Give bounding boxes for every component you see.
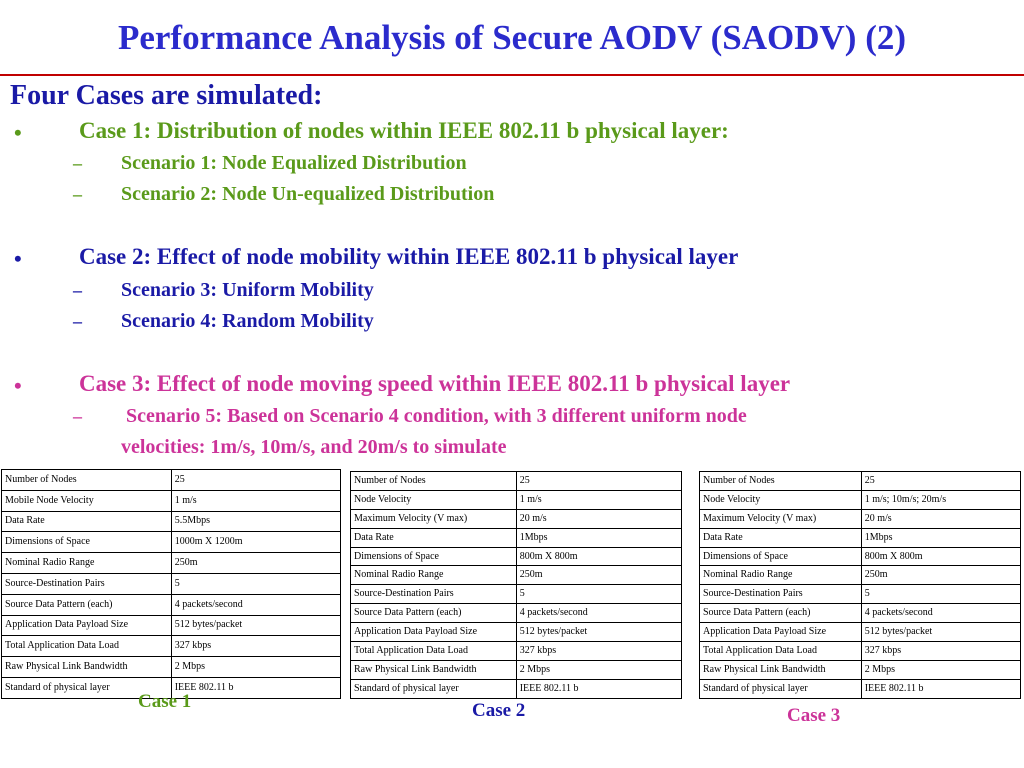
parameter-name-cell: Application Data Payload Size [700, 623, 862, 642]
parameter-value-cell: 1000m X 1200m [171, 532, 340, 553]
parameter-name-cell: Total Application Data Load [2, 636, 172, 657]
table-row [2, 490, 341, 511]
parameter-value-cell: 4 packets/second [516, 604, 681, 623]
title-divider [0, 74, 1024, 76]
parameter-name-cell: Application Data Payload Size [351, 623, 517, 642]
parameter-name-cell: Node Velocity [351, 490, 517, 509]
table-row [2, 553, 341, 574]
parameter-value-cell: 512 bytes/packet [516, 623, 681, 642]
scenario-4: Scenario 4: Random Mobility [121, 310, 374, 332]
scenario-2: Scenario 2: Node Un-equalized Distribution [121, 183, 495, 205]
table-row [700, 490, 1021, 509]
scenario-5-line-2: velocities: 1m/s, 10m/s, and 20m/s to simulate [121, 436, 507, 458]
parameter-name-cell: Source Data Pattern (each) [351, 604, 517, 623]
bullet-case-3: • [14, 373, 22, 398]
parameter-name-cell: Raw Physical Link Bandwidth [2, 657, 172, 678]
parameter-name-cell: Total Application Data Load [351, 642, 517, 661]
parameter-name-cell: Number of Nodes [700, 472, 862, 491]
parameter-name-cell: Dimensions of Space [2, 532, 172, 553]
scenario-5-line-1: Scenario 5: Based on Scenario 4 condition, with 3 different uniform node [121, 405, 747, 427]
parameter-value-cell: 5 [171, 573, 340, 594]
parameter-value-cell: 512 bytes/packet [861, 623, 1020, 642]
parameter-value-cell: 800m X 800m [861, 547, 1020, 566]
parameter-value-cell: 1 m/s; 10m/s; 20m/s [861, 490, 1020, 509]
parameter-value-cell: 2 Mbps [861, 660, 1020, 679]
parameter-name-cell: Nominal Radio Range [700, 566, 862, 585]
table-row [351, 585, 682, 604]
parameter-name-cell: Data Rate [700, 528, 862, 547]
parameter-name-cell: Number of Nodes [2, 470, 172, 491]
parameter-name-cell: Standard of physical layer [2, 677, 172, 698]
bullet-case-1: • [14, 120, 22, 145]
parameter-name-cell: Mobile Node Velocity [2, 490, 172, 511]
case-1-caption: Case 1 [138, 691, 192, 712]
dash-scenario-5: – [73, 406, 82, 426]
table-row [700, 566, 1021, 585]
parameter-name-cell: Raw Physical Link Bandwidth [700, 660, 862, 679]
case-3-parameter-table [699, 471, 1021, 699]
parameter-value-cell: 25 [861, 472, 1020, 491]
table-row [700, 623, 1021, 642]
parameter-value-cell: 25 [171, 470, 340, 491]
parameter-name-cell: Data Rate [351, 528, 517, 547]
table-row [700, 585, 1021, 604]
parameter-name-cell: Nominal Radio Range [2, 553, 172, 574]
dash-scenario-2: – [73, 184, 82, 204]
table-row [351, 623, 682, 642]
scenario-3: Scenario 3: Uniform Mobility [121, 279, 374, 301]
case-2-label: Case 2: Effect of node mobility within IEEE 802.11 b physical layer [79, 244, 739, 269]
parameter-name-cell: Nominal Radio Range [351, 566, 517, 585]
table-row [700, 547, 1021, 566]
parameter-value-cell: 327 kbps [861, 642, 1020, 661]
table-row [351, 566, 682, 585]
parameter-name-cell: Total Application Data Load [700, 642, 862, 661]
parameter-name-cell: Dimensions of Space [351, 547, 517, 566]
parameter-value-cell: 512 bytes/packet [171, 615, 340, 636]
table-row [2, 511, 341, 532]
section-heading: Four Cases are simulated: [10, 80, 323, 111]
case-1-label: Case 1: Distribution of nodes within IEEE 802.11 b physical layer: [79, 118, 729, 143]
parameter-value-cell: IEEE 802.11 b [516, 679, 681, 698]
parameter-name-cell: Application Data Payload Size [2, 615, 172, 636]
dash-scenario-3: – [73, 280, 82, 300]
parameter-value-cell: IEEE 802.11 b [171, 677, 340, 698]
table-row [2, 615, 341, 636]
table-row [351, 509, 682, 528]
slide-title: Performance Analysis of Secure AODV (SAODV) (2) [117, 18, 907, 57]
parameter-value-cell: 327 kbps [516, 642, 681, 661]
table-row [351, 679, 682, 698]
parameter-value-cell: 327 kbps [171, 636, 340, 657]
parameter-value-cell: 1Mbps [516, 528, 681, 547]
parameter-value-cell: 5.5Mbps [171, 511, 340, 532]
parameter-name-cell: Dimensions of Space [700, 547, 862, 566]
parameter-value-cell: 800m X 800m [516, 547, 681, 566]
case-3-caption: Case 3 [787, 705, 841, 726]
table-row [351, 472, 682, 491]
case-1-parameter-table [1, 469, 341, 699]
parameter-name-cell: Number of Nodes [351, 472, 517, 491]
parameter-name-cell: Source Data Pattern (each) [700, 604, 862, 623]
parameter-value-cell: 2 Mbps [516, 660, 681, 679]
parameter-value-cell: 4 packets/second [171, 594, 340, 615]
parameter-value-cell: 1 m/s [171, 490, 340, 511]
parameter-value-cell: 250m [516, 566, 681, 585]
parameter-value-cell: 1Mbps [861, 528, 1020, 547]
table-row [2, 594, 341, 615]
parameter-value-cell: 20 m/s [861, 509, 1020, 528]
table-row [700, 528, 1021, 547]
parameter-value-cell: 5 [516, 585, 681, 604]
table-row [700, 472, 1021, 491]
parameter-name-cell: Data Rate [2, 511, 172, 532]
parameter-name-cell: Standard of physical layer [351, 679, 517, 698]
table-row [700, 679, 1021, 698]
parameter-value-cell: 1 m/s [516, 490, 681, 509]
table-row [700, 604, 1021, 623]
parameter-value-cell: 20 m/s [516, 509, 681, 528]
parameter-name-cell: Source Data Pattern (each) [2, 594, 172, 615]
case-3-label: Case 3: Effect of node moving speed within IEEE 802.11 b physical layer [79, 371, 791, 396]
parameter-name-cell: Source-Destination Pairs [2, 573, 172, 594]
table-row [700, 642, 1021, 661]
bullet-case-2: • [14, 246, 22, 271]
table-row [700, 660, 1021, 679]
parameter-name-cell: Maximum Velocity (V max) [351, 509, 517, 528]
table-row [351, 642, 682, 661]
table-row [2, 636, 341, 657]
parameter-name-cell: Source-Destination Pairs [351, 585, 517, 604]
parameter-name-cell: Node Velocity [700, 490, 862, 509]
dash-scenario-1: – [73, 153, 82, 173]
parameter-name-cell: Standard of physical layer [700, 679, 862, 698]
parameter-value-cell: 5 [861, 585, 1020, 604]
parameter-name-cell: Raw Physical Link Bandwidth [351, 660, 517, 679]
table-row [351, 547, 682, 566]
table-row [2, 470, 341, 491]
case-2-caption: Case 2 [472, 700, 526, 721]
parameter-name-cell: Source-Destination Pairs [700, 585, 862, 604]
table-row [351, 604, 682, 623]
parameter-value-cell: 250m [171, 553, 340, 574]
parameter-value-cell: IEEE 802.11 b [861, 679, 1020, 698]
parameter-value-cell: 4 packets/second [861, 604, 1020, 623]
table-row [351, 660, 682, 679]
parameter-value-cell: 25 [516, 472, 681, 491]
table-row [2, 532, 341, 553]
dash-scenario-4: – [73, 311, 82, 331]
case-2-parameter-table [350, 471, 682, 699]
table-row [351, 490, 682, 509]
table-row [2, 573, 341, 594]
scenario-1: Scenario 1: Node Equalized Distribution [121, 152, 467, 174]
table-row [351, 528, 682, 547]
parameter-value-cell: 250m [861, 566, 1020, 585]
table-row [700, 509, 1021, 528]
parameter-name-cell: Maximum Velocity (V max) [700, 509, 862, 528]
table-row [2, 657, 341, 678]
parameter-value-cell: 2 Mbps [171, 657, 340, 678]
